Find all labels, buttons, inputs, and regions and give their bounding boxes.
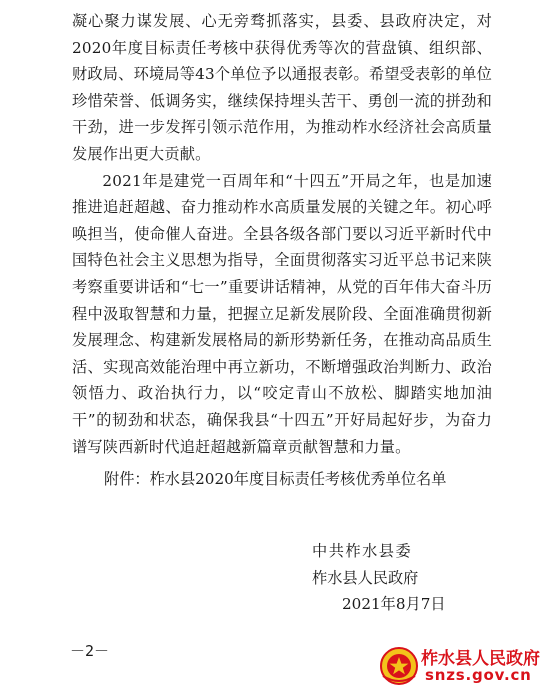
- emblem-icon: [379, 646, 419, 686]
- watermark-title: 柞水县人民政府: [421, 649, 540, 669]
- paragraph: 2021年是建党一百周年和“十四五”开局之年，也是加速推进追赶超越、奋力推动柞水高质量发展的关键之年。初心呼唤担当，使命催人奋进。全县各级各部门要以习近平新时代中国特色社会主义思想为指导，全面贯彻落实习近平总书记来陕考察重要讲话和“七一”重要讲话精神，从党的百年伟大奋斗历程中汲取智慧和力量，把握立足新发展阶段、全面准确贯彻新发展理念、构建新发展格局的新形势新任务，在推动高品质生活、实现高效能治理中再立新功，不断增强政治判断力、政治领悟力、政治执行力，以“咬定青山不放松、脚踏实地加油干”的韧劲和状态，确保我县“十四五”开好局起好步，为奋力谱写陕西新时代追赶超越新篇章贡献智慧和力量。: [72, 171, 492, 456]
- signature-block: [300, 538, 490, 618]
- document-body: [72, 8, 492, 460]
- signature-date: 2021年8月7日: [342, 595, 446, 614]
- page-number: －2－: [70, 642, 110, 660]
- watermark-url: snzs.gov.cn: [425, 666, 532, 684]
- signature-party-committee: 中共柞水县委: [312, 542, 413, 560]
- attachment-note: 附件：柞水县2020年度目标责任考核优秀单位名单: [104, 470, 447, 488]
- signature-government: 柞水县人民政府: [312, 568, 419, 587]
- site-watermark: [379, 642, 539, 690]
- paragraph-continued: 凝心聚力谋发展、心无旁骛抓落实，县委、县政府决定，对2020年度目标责任考核中获得优秀等次的营盘镇、组织部、财政局、环境局等43个单位予以通报表彰。希望受表彰的单位珍惜荣誉、低调务实，继续保持埋头苦干、勇创一流的拼劲和干劲，进一步发挥引领示范作用，为推动柞水经济社会高质量发展作出更大贡献。: [72, 12, 492, 163]
